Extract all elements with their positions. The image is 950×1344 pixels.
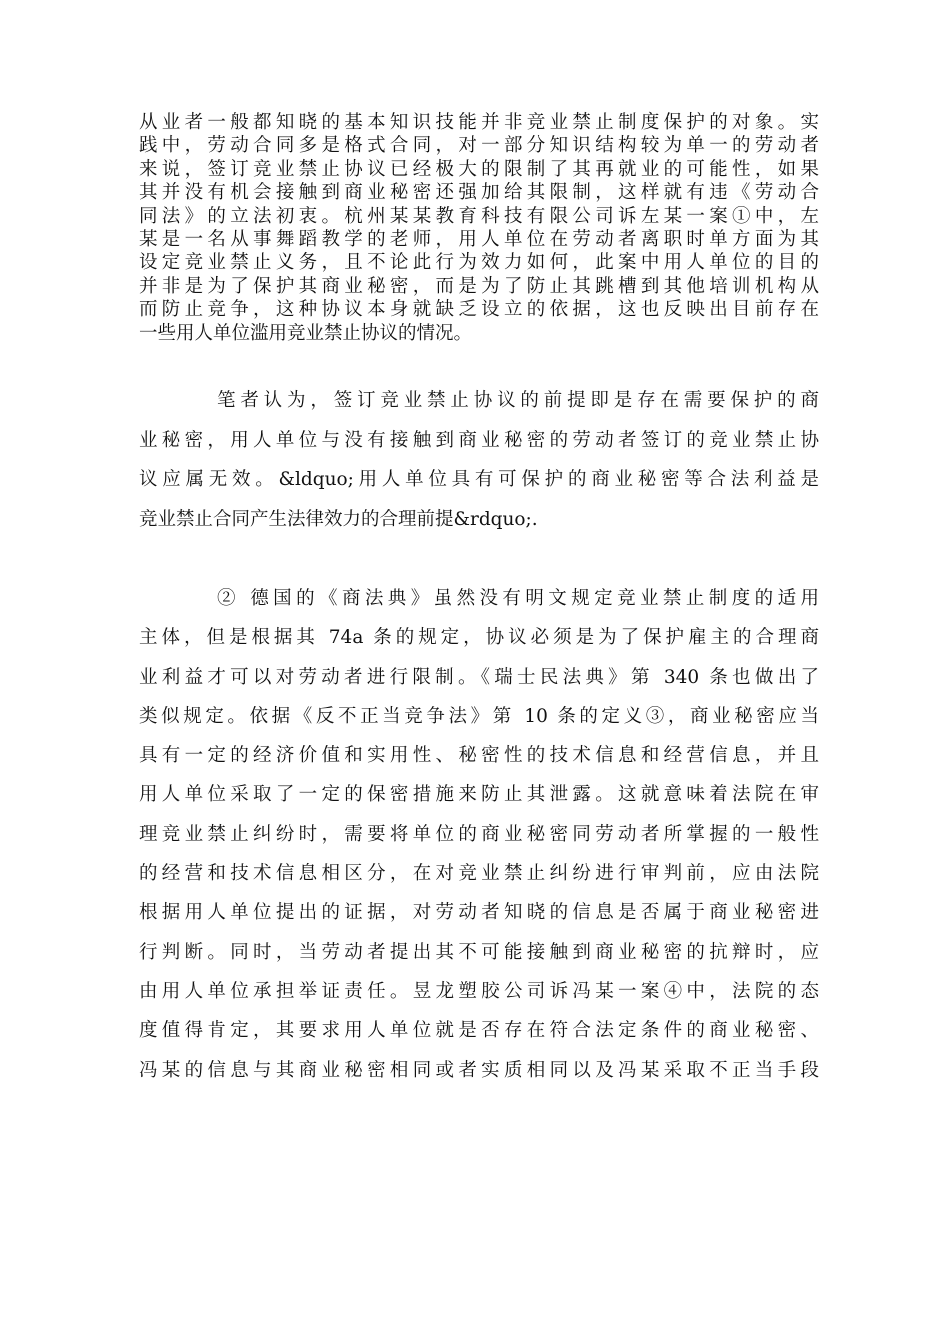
paragraph-2-line: 议应属无效。&ldquo;用人单位具有可保护的商业秘密等合法利益是: [139, 469, 819, 490]
paragraph-3-line: 主体，但是根据其 74a 条的规定，协议必须是为了保护雇主的合理商: [139, 627, 819, 649]
paragraph-1-line: 同法》的立法初衷。杭州某某教育科技有限公司诉左某一案①中，左: [139, 205, 819, 227]
paragraph-1-line: 践中，劳动合同多是格式合同，对一部分知识结构较为单一的劳动者: [139, 135, 819, 157]
paragraph-1-line: 来说，签订竞业禁止协议已经极大的限制了其再就业的可能性，如果: [139, 158, 819, 180]
paragraph-3-line: ② 德国的《商法典》虽然没有明文规定竞业禁止制度的适用: [217, 588, 819, 609]
paragraph-1-line: 而防止竞争，这种协议本身就缺乏设立的依据，这也反映出目前存在: [139, 299, 819, 321]
paragraph-3-line: 的经营和技术信息相区分，在对竞业禁止纠纷进行审判前，应由法院: [139, 863, 819, 885]
paragraph-3-line: 由用人单位承担举证责任。昱龙塑胶公司诉冯某一案④中，法院的态: [139, 980, 819, 1002]
paragraph-1-line: 其并没有机会接触到商业秘密还强加给其限制，这样就有违《劳动合: [139, 182, 819, 204]
paragraph-1: [139, 111, 819, 345]
paragraph-2-line: 笔者认为，签订竞业禁止协议的前提即是存在需要保护的商: [217, 390, 819, 411]
paragraph-2-line: 竞业禁止合同产生法律效力的合理前提&rdquo;.: [139, 508, 538, 530]
paragraph-2: [139, 381, 819, 539]
paragraph-3: [139, 579, 819, 1090]
paragraph-3-line: 冯某的信息与其商业秘密相同或者实质相同以及冯某采取不正当手段: [139, 1059, 819, 1081]
paragraph-1-line: 并非是为了保护其商业秘密，而是为了防止其跳槽到其他培训机构从: [139, 275, 819, 297]
paragraph-2-line: 业秘密，用人单位与没有接触到商业秘密的劳动者签订的竞业禁止协: [139, 429, 819, 451]
paragraph-1-line: 某是一名从事舞蹈教学的老师，用人单位在劳动者离职时单方面为其: [139, 229, 819, 251]
paragraph-3-line: 具有一定的经济价值和实用性、秘密性的技术信息和经营信息，并且: [139, 745, 819, 767]
paragraph-3-line: 业利益才可以对劳动者进行限制。《瑞士民法典》第 340 条也做出了: [139, 666, 819, 688]
paragraph-1-line: 一些用人单位滥用竞业禁止协议的情况。: [139, 322, 473, 344]
paragraph-3-line: 行判断。同时，当劳动者提出其不可能接触到商业秘密的抗辩时，应: [139, 941, 819, 963]
paragraph-3-line: 类似规定。依据《反不正当竞争法》第 10 条的定义③，商业秘密应当: [139, 705, 819, 727]
paragraph-3-line: 理竞业禁止纠纷时，需要将单位的商业秘密同劳动者所掌握的一般性: [139, 823, 819, 845]
paragraph-3-line: 度值得肯定，其要求用人单位就是否存在符合法定条件的商业秘密、: [139, 1020, 819, 1042]
paragraph-3-line: 根据用人单位提出的证据，对劳动者知晓的信息是否属于商业秘密进: [139, 902, 819, 924]
paragraph-3-line: 用人单位采取了一定的保密措施来防止其泄露。这就意味着法院在审: [139, 784, 819, 806]
paragraph-1-line: 从业者一般都知晓的基本知识技能并非竞业禁止制度保护的对象。实: [139, 112, 819, 133]
paragraph-1-line: 设定竞业禁止义务，且不论此行为效力如何，此案中用人单位的目的: [139, 252, 819, 274]
